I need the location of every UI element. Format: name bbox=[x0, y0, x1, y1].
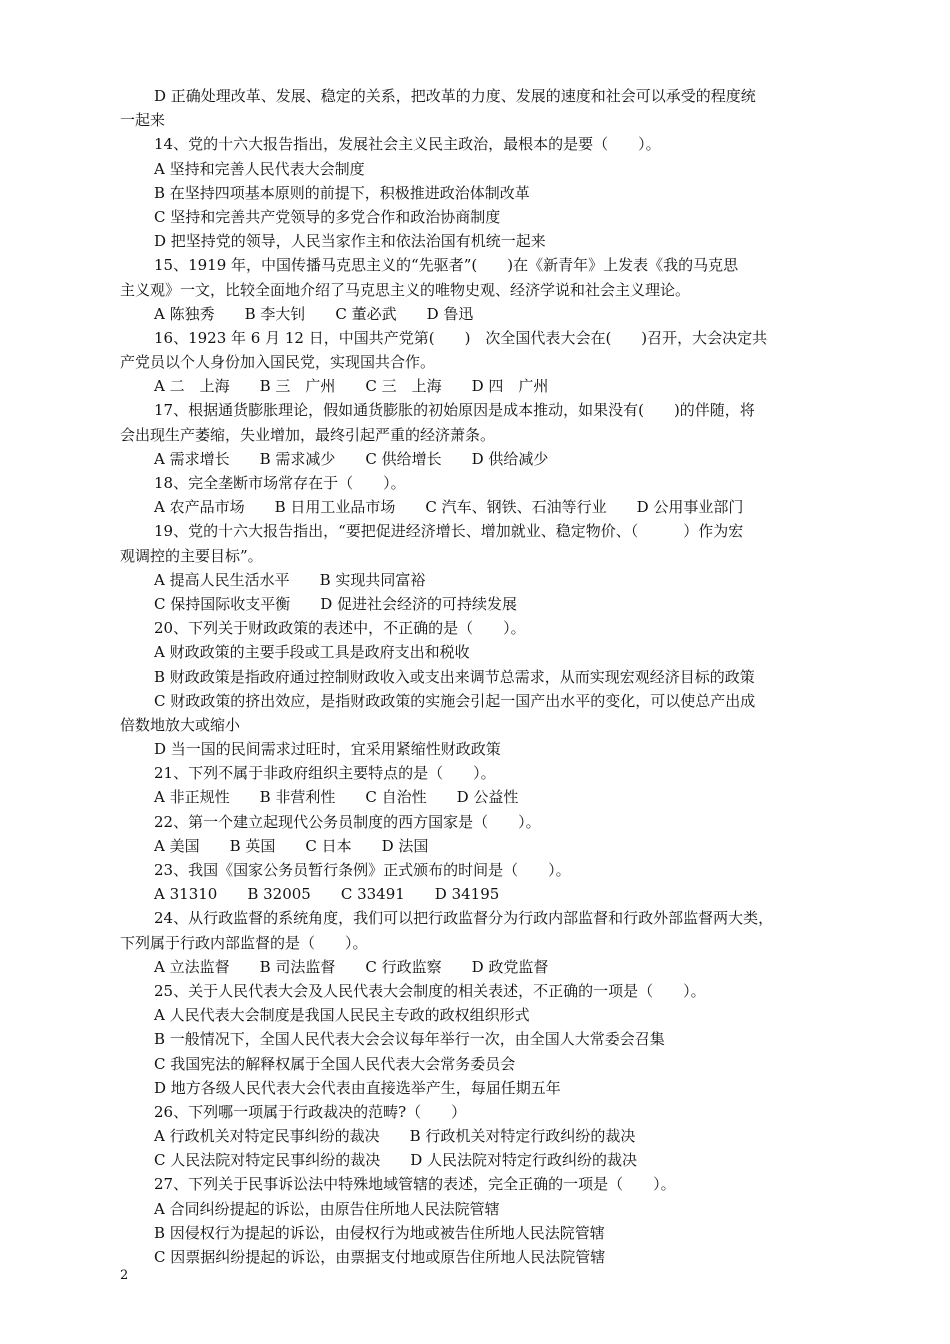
text-line: D 正确处理改革、发展、稳定的关系，把改革的力度、发展的速度和社会可以承受的程度统 bbox=[154, 87, 756, 105]
text-line: 下列属于行政内部监督的是（ ）。 bbox=[120, 933, 368, 952]
text-line: A 陈独秀 B 李大钊 C 董必武 D 鲁迅 bbox=[154, 304, 474, 323]
text-line: A 财政政策的主要手段或工具是政府支出和税收 bbox=[154, 643, 470, 662]
text-line: A 美国 B 英国 C 日本 D 法国 bbox=[154, 836, 429, 855]
text-line: 27、下列关于民事诉讼法中特殊地域管辖的表述，完全正确的一项是（ ）。 bbox=[154, 1175, 676, 1194]
page-content bbox=[120, 84, 836, 1269]
text-line: 一起来 bbox=[120, 111, 166, 130]
text-line: 24、从行政监督的系统角度，我们可以把行政监督分为行政内部监督和行政外部监督两大类， bbox=[154, 909, 774, 928]
text-line: 17、根据通货膨胀理论，假如通货膨胀的初始原因是成本推动，如果没有( )的伴随，将 bbox=[154, 401, 755, 420]
text-line: C 坚持和完善共产党领导的多党合作和政治协商制度 bbox=[154, 207, 501, 226]
text-line: 21、下列不属于非政府组织主要特点的是（ ）。 bbox=[154, 764, 496, 783]
text-line: A 提高人民生活水平 B 实现共同富裕 bbox=[154, 570, 426, 589]
text-line: D 当一国的民间需求过旺时，宜采用紧缩性财政政策 bbox=[154, 740, 501, 759]
text-line: A 行政机关对特定民事纠纷的裁决 B 行政机关对特定行政纠纷的裁决 bbox=[154, 1127, 636, 1146]
text-line: 16、1923 年 6 月 12 日，中国共产党第( ) 次全国代表大会在( )召开，大会决定共 bbox=[154, 328, 768, 347]
text-line: 23、我国《国家公务员暂行条例》正式颁布的时间是（ ）。 bbox=[154, 861, 571, 879]
text-line: A 坚持和完善人民代表大会制度 bbox=[154, 159, 365, 178]
text-line: B 财政政策是指政府通过控制财政收入或支出来调节总需求，从而实现宏观经济目标的政策 bbox=[154, 667, 755, 686]
text-line: A 农产品市场 B 日用工业品市场 C 汽车、钢铁、石油等行业 D 公用事业部门 bbox=[154, 498, 744, 517]
text-line: 15、1919 年，中国传播马克思主义的“先驱者”( )在《新青年》上发表《我的马克思 bbox=[154, 256, 739, 275]
text-line: A 非正规性 B 非营利性 C 自治性 D 公益性 bbox=[154, 788, 519, 807]
text-line: C 人民法院对特定民事纠纷的裁决 D 人民法院对特定行政纠纷的裁决 bbox=[154, 1151, 638, 1170]
text-line: C 我国宪法的解释权属于全国人民代表大会常务委员会 bbox=[154, 1054, 516, 1073]
text-line: 主义观》一文，比较全面地介绍了马克思主义的唯物史观、经济学说和社会主义理论。 bbox=[120, 280, 691, 299]
text-line: D 地方各级人民代表大会代表由直接选举产生，每届任期五年 bbox=[154, 1078, 561, 1097]
text-line: C 因票据纠纷提起的诉讼，由票据支付地或原告住所地人民法院管辖 bbox=[154, 1248, 606, 1266]
text-line: A 人民代表大会制度是我国人民民主专政的政权组织形式 bbox=[154, 1006, 530, 1025]
text-line: C 保持国际收支平衡 D 促进社会经济的可持续发展 bbox=[154, 594, 518, 613]
text-line: B 一般情况下，全国人民代表大会会议每年举行一次，由全国人大常委会召集 bbox=[154, 1030, 665, 1049]
text-line: A 31310 B 32005 C 33491 D 34195 bbox=[154, 885, 500, 904]
text-line: B 因侵权行为提起的诉讼，由侵权行为地或被告住所地人民法院管辖 bbox=[154, 1223, 605, 1242]
text-line: 会出现生产萎缩，失业增加，最终引起严重的经济萧条。 bbox=[120, 425, 496, 444]
text-line: 18、完全垄断市场常存在于（ ）。 bbox=[154, 474, 406, 492]
text-line: B 在坚持四项基本原则的前提下，积极推进政治体制改革 bbox=[154, 183, 530, 202]
text-line: A 立法监督 B 司法监督 C 行政监察 D 政党监督 bbox=[154, 957, 549, 976]
text-line: A 需求增长 B 需求减少 C 供给增长 D 供给减少 bbox=[154, 449, 549, 468]
page-number: 2 bbox=[120, 1268, 129, 1283]
text-line: 22、第一个建立起现代公务员制度的西方国家是（ ）。 bbox=[154, 812, 541, 831]
text-line: D 把坚持党的领导，人民当家作主和依法治国有机统一起来 bbox=[154, 232, 546, 251]
text-line: A 二 上海 B 三 广州 C 三 上海 D 四 广州 bbox=[154, 377, 549, 396]
text-line: C 财政政策的挤出效应，是指财政政策的实施会引起一国产出水平的变化，可以使总产出成 bbox=[154, 691, 756, 710]
text-line: 20、下列关于财政政策的表述中，不正确的是（ ）。 bbox=[154, 619, 526, 638]
text-line: 观调控的主要目标”。 bbox=[120, 546, 263, 565]
text-line: 19、党的十六大报告指出，“要把促进经济增长、增加就业、稳定物价、（ ）作为宏 bbox=[154, 522, 744, 541]
text-line: A 合同纠纷提起的诉讼，由原告住所地人民法院管辖 bbox=[154, 1199, 500, 1218]
text-line: 14、党的十六大报告指出，发展社会主义民主政治，最根本的是要（ ）。 bbox=[154, 135, 661, 154]
text-line: 26、下列哪一项属于行政裁决的范畴?（ ） bbox=[154, 1102, 467, 1121]
text-line: 倍数地放大或缩小 bbox=[120, 715, 241, 734]
text-line: 25、关于人民代表大会及人民代表大会制度的相关表述，不正确的一项是（ ）。 bbox=[154, 981, 706, 1000]
text-line: 产党员以个人身份加入国民党，实现国共合作。 bbox=[120, 353, 436, 372]
